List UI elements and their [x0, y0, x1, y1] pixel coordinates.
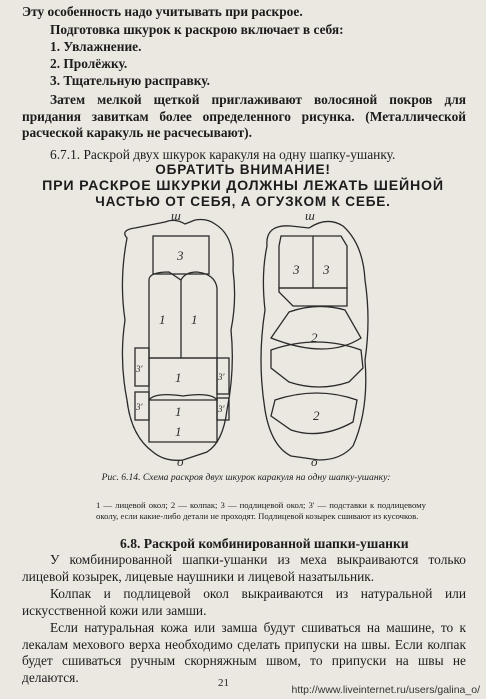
section-heading-6-7-1: 6.7.1. Раскрой двух шкурок каракуля на одну шапку-ушанку. [50, 147, 396, 162]
list-item: 2. Пролёжку. [50, 56, 128, 71]
bottom-mark-left: о [177, 454, 184, 469]
label-2: 2 [311, 330, 318, 345]
label-3p: 3' [136, 364, 143, 374]
warning-line-2: ПРИ РАСКРОЕ ШКУРКИ ДОЛЖНЫ ЛЕЖАТЬ ШЕЙНОЙ [42, 178, 444, 194]
label-1: 1 [175, 370, 182, 385]
label-1: 1 [159, 312, 166, 327]
label-3p: 3' [218, 404, 225, 414]
label-1: 1 [175, 404, 182, 419]
label-3p: 3' [218, 372, 225, 382]
label-1: 1 [175, 424, 182, 439]
top-mark-right: ш [305, 210, 315, 223]
label-3: 3 [293, 262, 300, 277]
page-number: 21 [218, 677, 229, 689]
intro-line-1: Эту особенность надо учитывать при раскрое. [22, 4, 303, 19]
warning-line-3: ЧАСТЬЮ ОТ СЕБЯ, А ОГУЗКОМ К СЕБЕ. [95, 194, 391, 209]
label-3p: 3' [136, 402, 143, 412]
label-2: 2 [313, 408, 320, 423]
section-heading-6-8: 6.8. Раскрой комбинированной шапки-ушанки [120, 536, 409, 551]
body-paragraph-3: Если натуральная кожа или замша будут сшиваться на машине, то к лекалам мехового верха необходимо сделать припуски на швы. Если колпак будет сшиваться ручным скорняжным швом, то припуски на швы не делаются. [22, 620, 466, 685]
figure-caption: Рис. 6.14. Схема раскроя двух шкурок каракуля на одну шапку-ушанку: [101, 472, 391, 483]
intro-line-2: Подготовка шкурок к раскрою включает в себя: [50, 22, 344, 37]
cutting-scheme-figure [95, 210, 395, 470]
body-paragraph-1: У комбинированной шапки-ушанки из меха выкраиваются только лицевой козырек, лицевые наушники и лицевой назатыльник. [22, 552, 466, 584]
piece-3-right-strip [279, 288, 347, 306]
figure-legend: 1 — лицевой окол; 2 — колпак; 3 — подлицевой окол; 3' — подставки к подлицевому околу, если какие-либо детали не проходят. Подлицевой козырек сшивают из кусочков. [96, 500, 426, 521]
bottom-mark-right: о [311, 454, 318, 469]
label-1: 1 [191, 312, 198, 327]
list-item: 1. Увлажнение. [50, 39, 142, 54]
intro-paragraph: Затем мелкой щеткой приглаживают волосяной покров для придания завиткам более определенного рисунка. (Металлической расчеcкой каракуль не расчесывают). [22, 92, 466, 140]
label-3: 3 [177, 248, 184, 263]
list-item: 3. Тщательную расправку. [50, 73, 210, 88]
label-3: 3 [323, 262, 330, 277]
warning-line-1: ОБРАТИТЬ ВНИМАНИЕ! [155, 162, 331, 177]
body-paragraph-2: Колпак и подлицевой окол выкраиваются из натуральной или искусственной кожи или замши. [22, 586, 466, 618]
piece-1-lower [149, 395, 217, 442]
top-mark-left: ш [171, 210, 181, 223]
watermark-url[interactable]: http://www.liveinternet.ru/users/galina_o/ [291, 684, 480, 696]
piece-1-middle [149, 358, 217, 400]
